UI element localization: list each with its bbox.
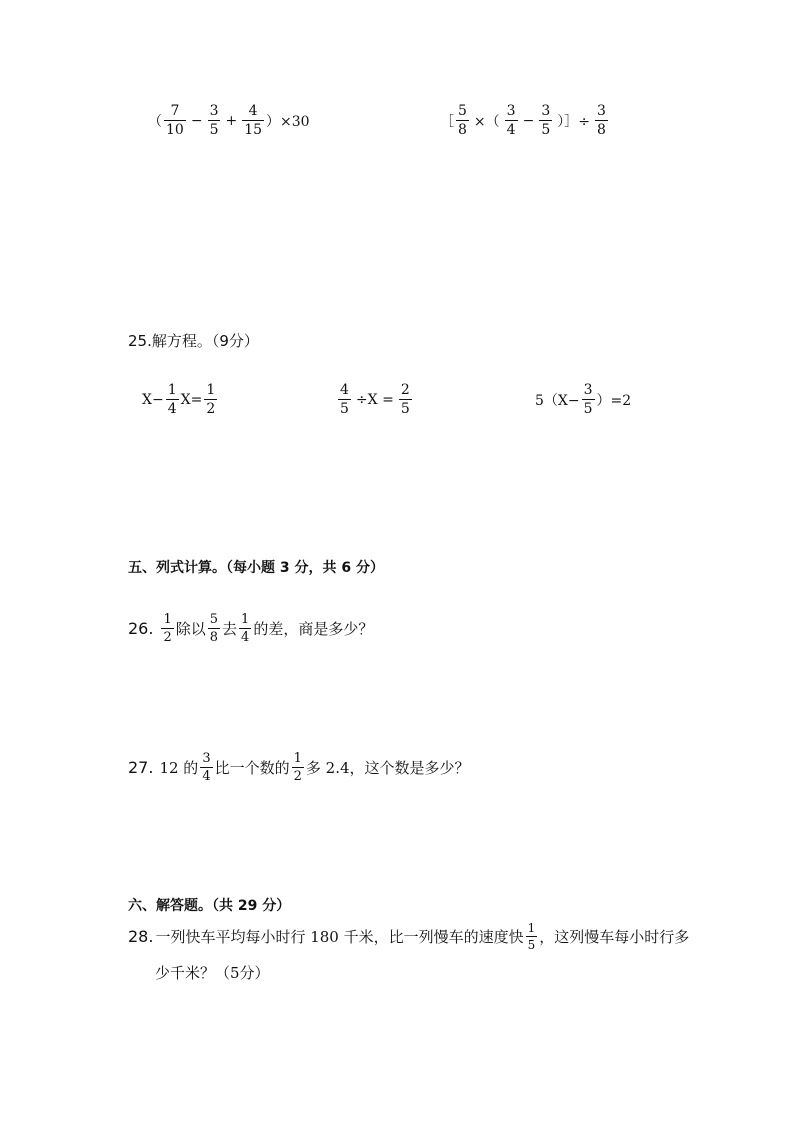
problem-25-title: 25.解方程。（9分） [128, 332, 259, 350]
fraction: $\frac{3}{5}$ [583, 382, 593, 417]
question-number: 27. [128, 758, 154, 777]
fraction: $\frac{4}{5}$ [340, 382, 349, 417]
fraction: $\frac{1}{4}$ [167, 382, 177, 417]
expression-24-1 [148, 104, 310, 137]
problem-28-line-2: 少千米？（5分） [155, 964, 270, 982]
fraction: $\frac{1}{4}$ [241, 612, 250, 645]
fraction: $\frac{4}{15}$ [244, 103, 263, 138]
equation-25-1: X− $\frac{1}{4}$ X= $\frac{1}{2}$ [142, 382, 216, 417]
fraction: $\frac{5}{8}$ [458, 103, 467, 138]
section-6-heading: 六、解答题。（共 29 分） [128, 898, 291, 914]
problem-27: 27. 12 的 $\frac{3}{4}$ 比一个数的 $\frac{1}{2}$ 多 2.4，这个数是多少？ [128, 751, 470, 784]
fraction: $\frac{7}{10}$ [166, 103, 184, 138]
problem-26: 26. $\frac{1}{2}$ 除以 $\frac{5}{8}$ 去 $\frac{1}{4}$ 的差，商是多少？ [128, 612, 374, 645]
equation-25-3: 5（X− $\frac{3}{5}$ ）=2 [535, 382, 632, 417]
fraction: $\frac{3}{4}$ [506, 103, 516, 138]
operator: ×（ [473, 113, 500, 130]
fraction: $\frac{3}{4}$ [202, 751, 211, 784]
expression-24-2 [440, 104, 610, 137]
fraction: $\frac{5}{8}$ [209, 612, 219, 645]
operator: ）］÷ [557, 113, 590, 130]
fraction: $\frac{3}{5}$ [209, 103, 219, 138]
paren-close: ）×30 [266, 113, 310, 130]
fraction: $\frac{2}{5}$ [400, 382, 410, 417]
equation-25-2: $\frac{4}{5}$ ÷X = $\frac{2}{5}$ [340, 382, 410, 417]
operator: + [225, 112, 238, 129]
fraction: $\frac{1}{2}$ [206, 382, 216, 417]
paren-open: （ [148, 113, 162, 130]
problem-28-line-1: 28. 一列快车平均每小时行 180 千米，比一列慢车的速度快 $\frac{1}{5}$ ，这列慢车每小时行多 [128, 921, 690, 952]
fraction: $\frac{1}{2}$ [293, 751, 302, 784]
operator: − [522, 112, 535, 129]
fraction: $\frac{3}{8}$ [596, 103, 606, 138]
question-number: 28. [128, 927, 154, 946]
fraction: $\frac{3}{5}$ [541, 103, 551, 138]
section-5-heading: 五、列式计算。（每小题 3 分，共 6 分） [128, 560, 384, 576]
fraction: $\frac{1}{5}$ [527, 921, 536, 952]
operator: − [190, 112, 203, 129]
question-number: 26. [128, 619, 154, 638]
bracket-open: ［ [440, 113, 454, 130]
fraction: $\frac{1}{2}$ [163, 612, 172, 645]
